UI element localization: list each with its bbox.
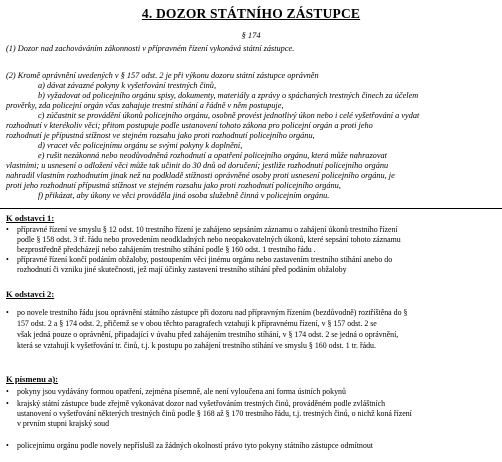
p2-line: b) vyžadovat od policejního orgánu spisy, dokumenty, materiály a zprávy o spáchaných trestných činech za účelem: [38, 91, 419, 100]
p2-line: rozhodnutí je přípustná stížnost ve stejném rozsahu jako proti rozhodnutí policejního orgánu,: [6, 131, 315, 140]
list-line: bezprostředně předcházejí nebo zahájením trestního stíhání podle § 160 odst. 1 trestního řádu .: [17, 245, 316, 254]
bullet-icon: •: [6, 255, 9, 264]
bullet-icon: •: [6, 225, 9, 234]
k3-heading: K písmenu a):: [6, 374, 59, 384]
p2-line: proti jeho rozhodnutí přípustná stížnost ve stejném rozsahu jako proti rozhodnutí policejního orgánu,: [6, 181, 341, 190]
section-sign: § 174: [241, 30, 261, 40]
p2-line: f) přikázat, aby úkony ve věci prováděla jiná osoba služebně činná v policejním orgánu.: [38, 191, 330, 200]
list-line: pokyny jsou vydávány formou opatření, zejména písemně, ale není vyloučena ani forma ústních pokynů: [17, 387, 346, 396]
list-line: podle § 158 odst. 3 tř. řádu nebo provedením neodkladných nebo neopakovatelných úkonů, které sepsání tohoto záznamu: [17, 235, 401, 244]
list-line: však jedná pouze o oprávnění, připadající v úvahu před zahájením trestního stíhání, v § 174 odst. 2 se jedná o oprávnění,: [17, 330, 399, 339]
list-line: přípravné řízení končí podáním obžaloby, postoupením věci jinému orgánu nebo zastavením trestního stíhání anebo do: [17, 255, 393, 264]
p2-line: vlastními; u usnesení o odložení věci může tak učinit do 30 dnů od doručení; jestliže rozhodnutí policejního orgánu: [6, 161, 389, 170]
bullet-icon: •: [6, 399, 9, 408]
p2-line: (2) Kromě oprávnění uvedených v § 157 odst. 2 je při výkonu dozoru státní zástupce oprávněn: [6, 71, 319, 80]
k1-heading: K odstavci 1:: [6, 213, 55, 223]
list-line: po novele trestního řádu jsou oprávnění státního zástupce při dozoru nad přípravným řízením (bezdůvodně) roztříštěna do §: [17, 308, 408, 317]
bullet-icon: •: [6, 441, 9, 450]
bullet-icon: •: [6, 308, 9, 317]
p2-line: rozhodnutí v kterékoliv věci; přitom postupuje podle ustanovení tohoto zákona pro policejní orgán a proti jeho: [6, 121, 373, 130]
list-line: která se vztahují k vyšetřování tr. činů, t.j. k postupu po zahájení trestního stíhání ve smyslu § 160 odst. 1 tr. řádu.: [17, 341, 376, 350]
p2-line: prověrky, zda policejní orgán včas zahajuje trestní stíhání a řádně v něm postupuje,: [6, 101, 284, 110]
p2-line: e) rušit nezákonná nebo neodůvodněná rozhodnutí a opatření policejního orgánu, která může nahrazovat: [38, 151, 387, 160]
k2-heading: K odstavci 2:: [6, 289, 55, 299]
p2-line: a) dávat závazné pokyny k vyšetřování trestných činů,: [38, 81, 217, 90]
p2-line: d) vracet věc policejnímu orgánu se svými pokyny k doplnění,: [38, 141, 243, 150]
paragraph-1: (1) Dozor nad zachováváním zákonnosti v přípravném řízení vykonává státní zástupce.: [6, 44, 295, 53]
list-line: policejnímu orgánu podle novely nepříslušl za žádných okolností právo tyto pokyny státního zástupce odmítnout: [17, 441, 373, 450]
list-line: krajský státní zástupce bude zřejmě vykonávat dozor nad vyšetřováním trestných činů, prováděném podle zvláštních: [17, 399, 386, 408]
divider: [0, 208, 502, 209]
list-line: ustanovení o vyšetřování některých trestných činů podle § 168 až § 170 trestního řádu, t.j. trestných činů, o nichž koná řízení: [17, 409, 412, 418]
p2-line: nahradil vlastním rozhodnutím jinak než na podkladě stížnosti oprávněné osoby proti usnesení policejního orgánu, je: [6, 171, 395, 180]
list-line: v prvním stupni krajský soud: [17, 419, 110, 428]
bullet-icon: •: [6, 387, 9, 396]
p2-line: c) zúčastnit se provádění úkonů policejního orgánu, osobně provést jednotlivý úkon nebo i celé vyšetřování a vydat: [38, 111, 420, 120]
list-line: 157 odst. 2 a § 174 odst. 2, přičemž se v obou těchto paragrafech vztahují k přípravnému řízení, v § 157 odst. 2 se: [17, 319, 377, 328]
list-line: rozhodnutí či vzniku jiné skutečnosti, jež mají účinky zastavení trestního stíhání před podáním obžaloby: [17, 265, 347, 274]
list-line: přípravné řízení ve smyslu § 12 odst. 10 trestního řízení je zahájeno sepsáním záznamu o zahájení úkonů trestního řízení: [17, 225, 398, 234]
page-title: 4. DOZOR STÁTNÍHO ZÁSTUPCE: [141, 6, 361, 21]
